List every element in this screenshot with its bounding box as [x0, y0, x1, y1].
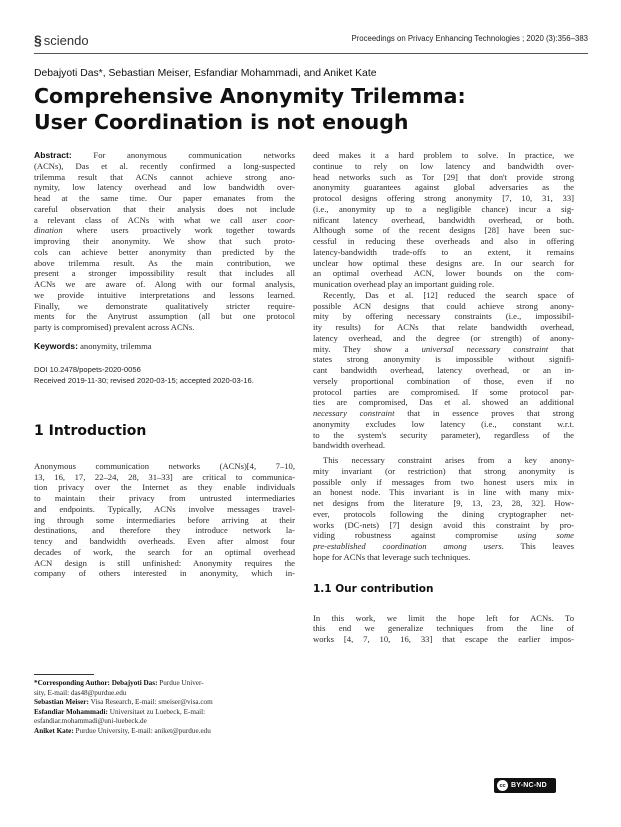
- invariant-paragraph: [313, 455, 574, 563]
- body-line: cessful in reducing these overheads and also in offering: [313, 236, 574, 246]
- intro-line: tion privacy over the Internet as they enable individuals: [34, 482, 295, 493]
- abstract-label: Abstract:: [34, 150, 72, 160]
- cc-license-badge[interactable]: [494, 778, 556, 793]
- body-line: mity by offering necessary constraints (i.e., impossibil-: [313, 311, 574, 322]
- license-label: BY-NC-ND: [511, 782, 547, 789]
- abstract-line: Finally, we demonstrate qualitatively stricter require-: [34, 300, 295, 311]
- body-line: In this work, we limit the hope left for ACNs. To: [313, 612, 574, 623]
- doi: DOI 10.2478/popets-2020-0056: [34, 364, 141, 374]
- body-line: nificant latency overhead, bandwidth overhead, or both.: [313, 214, 574, 225]
- left-column: [34, 150, 295, 579]
- body-line: munication overhead play an important guiding role.: [313, 279, 495, 289]
- intro-line: ing through some intermediaries before arriving at their: [34, 514, 295, 525]
- intro-line: destinations, and therefore they introduce network la-: [34, 525, 295, 536]
- body-line: pre-established coordination among users. This leaves: [313, 541, 574, 551]
- paper-title-line-2: User Coordination is not enough: [34, 110, 409, 134]
- abstract-line: party is compromised) prevalent across ACNs.: [34, 322, 195, 332]
- header-divider: [34, 53, 588, 54]
- body-line: possible only if messages from two honest users mix in: [313, 476, 574, 487]
- abstract-line: cols can achieve better anonymity than predicted by the: [34, 246, 295, 257]
- footnote-line: Aniket Kate: Purdue University, E-mail: aniket@purdue.edu: [34, 726, 211, 735]
- section-introduction-title: 1 Introduction: [34, 422, 147, 439]
- body-line: to the system's security parameter), regardless of the: [313, 429, 574, 440]
- intro-line: to maintain their privacy from untrusted intermediaries: [34, 493, 295, 503]
- abstract: [34, 150, 295, 333]
- creative-commons-icon: cc: [497, 780, 508, 791]
- body-line: net designs from the literature [9, 13, 23, 28, 32]. How-: [313, 498, 574, 508]
- body-line: ever, protocols following the dining cryptographer net-: [313, 508, 574, 519]
- body-line: possible ACN designs that could achieve strong anony-: [313, 300, 574, 311]
- body-line: anonymity guarantees against global adversaries as the: [313, 182, 574, 193]
- body-line: anonymity excludes low latency (i.e., constant w.r.t.: [313, 418, 574, 429]
- body-line: works (DC-nets) [7] design avoid this constraint by pro-: [313, 519, 574, 530]
- footnote-divider: [34, 674, 94, 675]
- footnote-line: esfandiar.mohammadi@uni-luebeck.de: [34, 717, 147, 726]
- abstract-text: For anonymous communication networks: [71, 150, 295, 160]
- paper-title: [34, 83, 594, 135]
- keywords-text: anonymity, trilemma: [77, 340, 152, 351]
- footnote-line: Esfandiar Mohammadi: Universitaet zu Luebeck, E-mail:: [34, 707, 206, 716]
- abstract-line: nymity, low latency overhead and low bandwidth over-: [34, 182, 295, 193]
- abstract-line: present a stronger impossibility result that includes all: [34, 268, 295, 279]
- body-line: cant bandwidth overhead, latency overhead, or an in-: [313, 365, 574, 375]
- page-header: [34, 30, 588, 52]
- footnote-line: *Corresponding Author: Debajyoti Das: Purdue Univer-: [34, 679, 204, 687]
- abstract-line: ACNs we are aware of. Along with our formal analysis,: [34, 279, 295, 289]
- intro-line: Anonymous communication networks (ACNs)[4, 7–10,: [34, 460, 295, 471]
- abstract-line: dination where users proactively work together towards: [34, 225, 295, 236]
- body-line: head networks such as Tor [29] that don't provide strong: [313, 171, 574, 182]
- body-line: continue to rely on low latency and bandwidth over-: [313, 160, 574, 171]
- body-line: This necessary constraint arises from a key anony-: [323, 455, 574, 465]
- body-line: latency overhead, and the degree (or strength) of anony-: [313, 332, 574, 343]
- intro-line: company of others interested in anonymity, which in-: [34, 568, 295, 579]
- body-line: Recently, Das et al. [12] reduced the search space of: [323, 289, 574, 300]
- body-line: states strong anonymity is impossible without signifi-: [313, 354, 574, 365]
- body-line: Although some of the recent designs [28] have been suc-: [313, 225, 574, 236]
- body-line: this end we generalize techniques from the line of: [313, 623, 574, 634]
- logo-text: sciendo: [43, 33, 89, 48]
- body-line: unclear how optimal these designs are. In our search for: [313, 257, 574, 268]
- publisher-logo: [34, 32, 89, 48]
- body-line: ties are compromised, Das et al. showed an additional: [313, 397, 574, 408]
- abstract-line: ments for the Anytrust assumption (all but one protocol: [34, 311, 295, 322]
- footnote-line: Sebastian Meiser: Visa Research, E-mail: smeiser@visa.com: [34, 698, 213, 707]
- journal-citation: Proceedings on Privacy Enhancing Technologies ; 2020 (3):356–383: [351, 34, 588, 43]
- abstract-line: (ACNs), Das et al. recently confirmed a long-suspected: [34, 160, 295, 171]
- author-footnotes: [34, 679, 295, 737]
- intro-line: tency and bandwidth overheads. Even after almost four: [34, 536, 295, 546]
- right-column: [313, 150, 574, 645]
- keywords: [34, 341, 295, 352]
- body-line: protocol designs offering strong anonymity [7, 10, 31, 33]: [313, 193, 574, 203]
- body-line: works [4, 7, 10, 16, 33] that escape the earlier impos-: [313, 634, 574, 644]
- body-line: mity invariant (or restriction) that strong anonymity is: [313, 465, 574, 476]
- intro-line: 13, 16, 17, 22–24, 28, 31–33] are critical to communica-: [34, 471, 295, 482]
- paper-title-line-1: Comprehensive Anonymity Trilemma:: [34, 84, 466, 108]
- abstract-line: trilemma result that ACNs cannot achieve strong ano-: [34, 171, 295, 182]
- abstract-line: we provide intuitive interpretations and lessons learned.: [34, 289, 295, 300]
- intro-line: and endpoints. Typically, ACNs involve messages travel-: [34, 503, 295, 514]
- body-line: protocol parties are compromised. If some protocol par-: [313, 386, 574, 397]
- intro-continued-paragraph: [313, 150, 574, 290]
- author-list: Debajyoti Das*, Sebastian Meiser, Esfandiar Mohammadi, and Aniket Kate: [34, 68, 377, 79]
- abstract-line: a relevant class of ACNs with what we call user coor-: [34, 214, 295, 225]
- intro-line: decades of work, the search for an optimal overhead: [34, 546, 295, 557]
- received-dates: Received 2019-11-30; revised 2020-03-15; accepted 2020-03-16.: [34, 375, 254, 385]
- intro-line: ACN design is still unfinished: Anonymity requires the: [34, 557, 295, 568]
- body-line: bandwidth overhead.: [313, 440, 386, 451]
- das-et-al-paragraph: [313, 290, 574, 451]
- abstract-line: improving their anonymity. We show that such proto-: [34, 236, 295, 246]
- body-line: an honest node. This invariant is in line with many mix-: [313, 487, 574, 498]
- introduction-paragraph: [34, 461, 295, 579]
- body-line: latency-bandwidth trade-offs to an extent, it remains: [313, 246, 574, 257]
- abstract-line: careful observation that their analysis does not include: [34, 203, 295, 214]
- body-line: necessary constraint that in essence proves that strong: [313, 408, 574, 418]
- body-line: (i.e., anonymity up to a negligible chance) incur a sig-: [313, 203, 574, 214]
- body-line: deed makes it a hard problem to solve. In practice, we: [313, 150, 574, 160]
- sciendo-logo-icon: §: [34, 32, 42, 48]
- abstract-line: head at the same time. Our paper emanates from the: [34, 193, 295, 203]
- abstract-line: above trilemma result. As the main contribution, we: [34, 257, 295, 268]
- keywords-label: Keywords:: [34, 340, 78, 351]
- body-line: ity results) for ACNs that relate bandwidth overhead,: [313, 322, 574, 332]
- body-line: viding robustness against compromise using some: [313, 530, 574, 541]
- subsection-our-contribution-title: 1.1 Our contribution: [313, 582, 434, 595]
- body-line: mity. They show a universal necessary constraint that: [313, 343, 574, 354]
- body-line: versely proportional combination of those, even if no: [313, 375, 574, 386]
- contribution-paragraph: [313, 613, 574, 645]
- body-line: an optimal overhead ACN, lower bounds on the com-: [313, 268, 574, 279]
- footnote-line: sity, E-mail: das48@purdue.edu: [34, 688, 127, 697]
- body-line: hope for ACNs that leverage such techniques.: [313, 551, 471, 562]
